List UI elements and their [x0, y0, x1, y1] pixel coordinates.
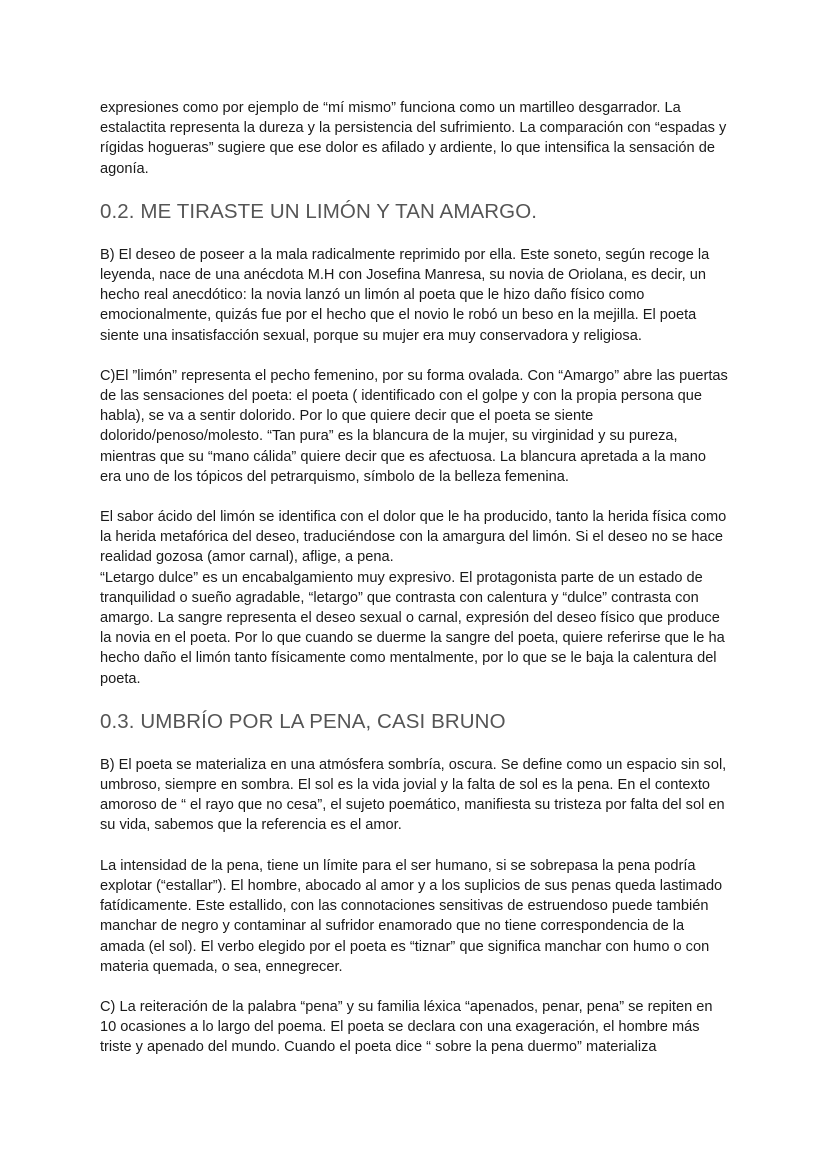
- section-heading-0-2: 0.2. ME TIRASTE UN LIMÓN Y TAN AMARGO.: [100, 199, 538, 223]
- intro-paragraph: expresiones como por ejemplo de “mí mismo” funciona como un martilleo desgarrador. La estalactita representa la dureza y la persistencia del sufrimiento. La comparación con “espadas y rígidas hogueras” sugiere que ese dolor es afilado y ardiente, lo que intensifica la sensación de agonía.: [100, 100, 727, 177]
- document-page: [100, 98, 730, 1058]
- section-0-2-paragraph-b: B) El deseo de poseer a la mala radicalmente reprimido por ella. Este soneto, según recoge la leyenda, nace de una anécdota M.H con Josefina Manresa, su novia de Oriolana, es decir, un hecho real anecdótico: la novia lanzó un limón al poeta que le hizo daño físico como emocionalmente, quizás fue por el hecho que el novio le robó un beso en la mejilla. El poeta siente una insatisfacción sexual, porque su mujer era muy conservadora y religiosa.: [100, 246, 710, 344]
- section-0-3-paragraph-c: C) La reiteración de la palabra “pena” y su familia léxica “apenados, penar, pena” se repiten en 10 ocasiones a lo largo del poema. El poeta se declara con una exageración, el hombre más triste y apenado del mundo. Cuando el poeta dice “ sobre la pena duermo” materializa: [100, 998, 713, 1056]
- section-0-3-paragraph-intensidad: La intensidad de la pena, tiene un límite para el ser humano, si se sobrepasa la pena podría explotar (“estallar”). El hombre, abocado al amor y a los suplicios de sus penas queda lastimado fatídicamente. Este estallido, con las connotaciones sensitivas de estruendoso puede también manchar de negro y contaminar al sufridor enamorado que no tiene correspondencia de la amada (el sol). El verbo elegido por el poeta es “tiznar” que significa manchar con humo o con materia quemada, o sea, ennegrecer.: [100, 857, 723, 975]
- section-0-2-paragraph-sabor: El sabor ácido del limón se identifica con el dolor que le ha producido, tanto la herida física como la herida metafórica del deseo, traduciéndose con la amargura del limón. Si el deseo no se hace realidad gozosa (amor carnal), aflige, a pena.: [100, 509, 727, 566]
- section-heading-0-3: 0.3. UMBRÍO POR LA PENA, CASI BRUNO: [100, 709, 506, 733]
- section-0-3-paragraph-b: B) El poeta se materializa en una atmósfera sombría, oscura. Se define como un espacio sin sol, umbroso, siempre en sombra. El sol es la vida jovial y la falta de sol es la pena. En el contexto amoroso de “ el rayo que no cesa”, el sujeto poemático, manifiesta su tristeza por falta del sol en su vida, sabemos que la referencia es el amor.: [100, 756, 727, 834]
- section-0-2-paragraph-letargo: “Letargo dulce” es un encabalgamiento muy expresivo. El protagonista parte de un estado de tranquilidad o sueño agradable, “letargo” que contrasta con calentura y “dulce” contrasta con amargo. La sangre representa el deseo sexual o carnal, expresión del deseo físico que produce la novia en el poeta. Por lo que cuando se duerme la sangre del poeta, quiere referirse que le ha hecho daño el limón tanto físicamente como mentalmente, por lo que se le baja la calentura del poeta.: [100, 569, 725, 687]
- section-0-2-paragraph-c: C)El ”limón” representa el pecho femenino, por su forma ovalada. Con “Amargo” abre las puertas de las sensaciones del poeta: el poeta ( identificado con el golpe y con la propia persona que habla), se va a sentir dolorido. Por lo que quiere decir que el poeta se siente dolorido/penoso/molesto. “Tan pura” es la blancura de la mujer, su virginidad y su pureza, mientras que su “mano cálida” quiere decir que es afectuosa. La blancura apretada a la mano era uno de los tópicos del petrarquismo, símbolo de la belleza femenina.: [100, 367, 728, 485]
